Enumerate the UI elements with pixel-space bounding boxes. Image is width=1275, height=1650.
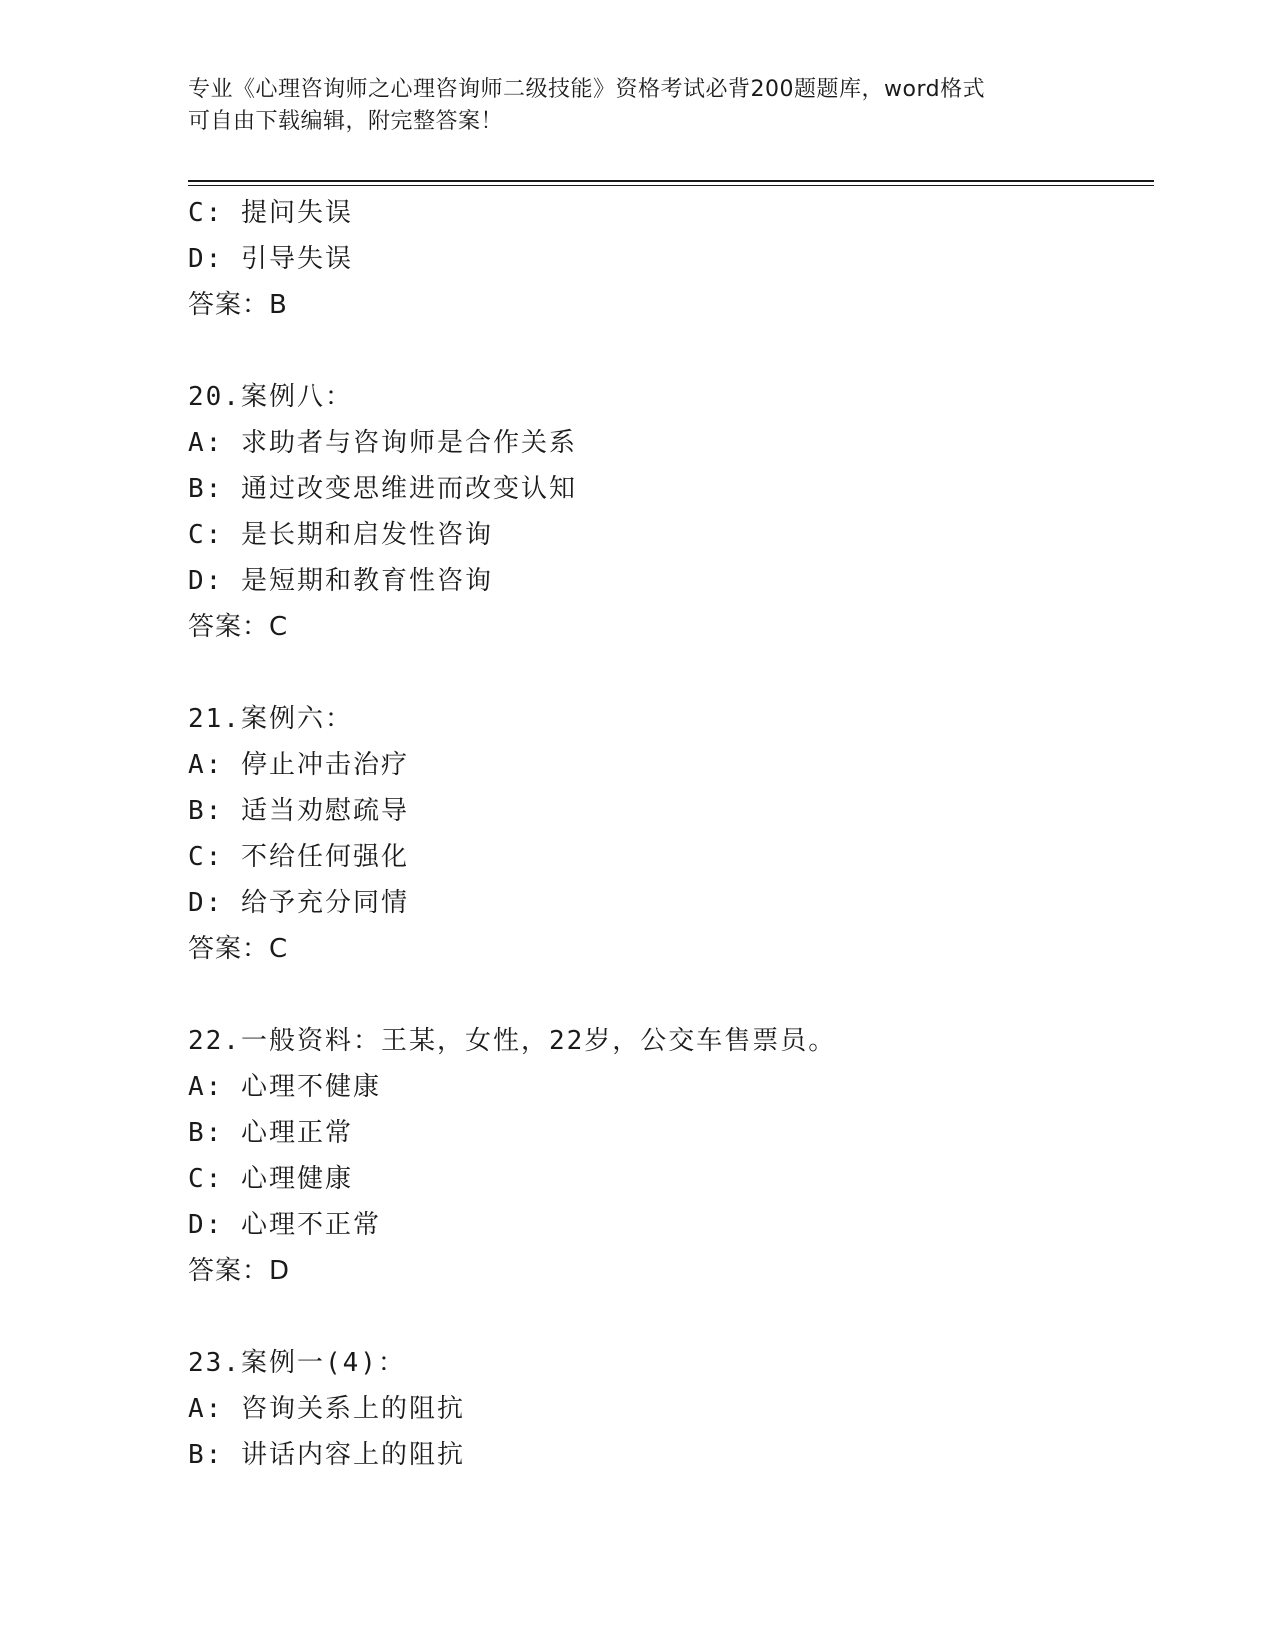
spacer (188, 650, 1148, 696)
header-line-1: 专业《心理咨询师之心理咨询师二级技能》资格考试必背200题题库，word格式 (188, 77, 986, 102)
answer-line: 答案：D (188, 1256, 291, 1286)
option-line: B: 心理正常 (188, 1118, 353, 1148)
question-stem: 23.案例一(4)： (188, 1348, 406, 1378)
question-stem: 20.案例八： (188, 382, 353, 412)
header-line-2: 可自由下载编辑，附完整答案！ (188, 109, 504, 134)
spacer (188, 972, 1148, 1018)
option-line: C: 是长期和启发性咨询 (188, 520, 493, 550)
option-line: D: 心理不正常 (188, 1210, 381, 1240)
question-stem: 22.一般资料：王某，女性，22岁，公交车售票员。 (188, 1026, 837, 1056)
option-line: B: 通过改变思维进而改变认知 (188, 474, 577, 504)
document-header (188, 74, 1088, 138)
header-rule-top (188, 180, 1154, 182)
option-line: C: 不给任何强化 (188, 842, 409, 872)
answer-line: 答案：C (188, 612, 289, 642)
answer-line: 答案：B (188, 290, 288, 320)
option-line: A: 求助者与咨询师是合作关系 (188, 428, 577, 458)
option-line: B: 讲话内容上的阻抗 (188, 1440, 465, 1470)
option-line: D: 引导失误 (188, 244, 353, 274)
option-line: D: 是短期和教育性咨询 (188, 566, 493, 596)
answer-line: 答案：C (188, 934, 289, 964)
option-line: C: 心理健康 (188, 1164, 353, 1194)
option-line: A: 心理不健康 (188, 1072, 381, 1102)
question-content (188, 190, 1148, 1478)
option-line: B: 适当劝慰疏导 (188, 796, 409, 826)
option-line: A: 停止冲击治疗 (188, 750, 409, 780)
header-rule-bottom (188, 185, 1154, 186)
option-line: A: 咨询关系上的阻抗 (188, 1394, 465, 1424)
spacer (188, 328, 1148, 374)
option-line: C: 提问失误 (188, 198, 353, 228)
question-stem: 21.案例六： (188, 704, 353, 734)
option-line: D: 给予充分同情 (188, 888, 409, 918)
spacer (188, 1294, 1148, 1340)
